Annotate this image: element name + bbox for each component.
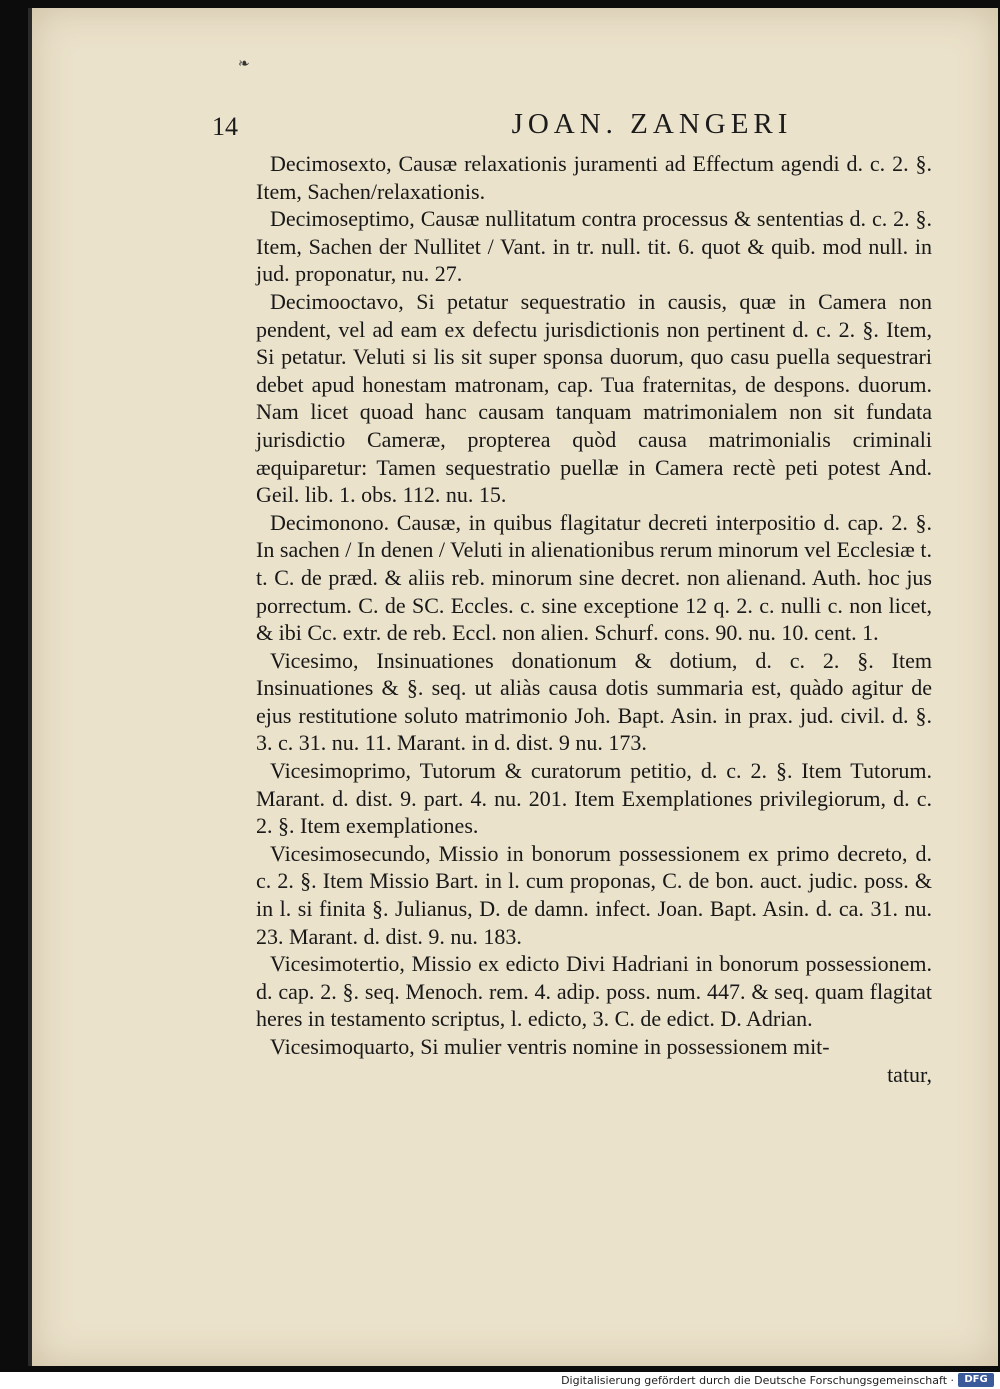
paragraph-decimoseptimo: Decimoseptimo, Causæ nullitatum contra processus & sententias d. c. 2. §. Item, Sachen der Nullitet / Vant. in tr. null. tit. 6. quot & quib. mod null. in jud. proponatur, nu. 27. [256,206,932,287]
paragraph-vicesimotertio: Vicesimotertio, Missio ex edicto Divi Hadriani in bonorum possessionem. d. cap. 2. §. seq. Menoch. rem. 4. adip. poss. num. 447. & seq. quam flagitat heres in testamento scriptus, l. edicto, 3. C. de edict. D. Adrian. [256,951,932,1032]
funding-credit: Digitalisierung gefördert durch die Deutsche Forschungsgemeinschaft · [561,1374,954,1387]
paragraph-decimonono: Decimonono. Causæ, in quibus flagitatur decreti interpositio d. cap. 2. §. In sachen / In denen / Veluti in alienationibus rerum minorum vel Ecclesiæ t. t. C. de præd. & aliis reb. minorum sine decret. non alienand. Auth. hoc jus porrectum. C. de SC. Eccles. c. sine exceptione 12 q. 2. c. nulli c. non licet, & ibi Cc. extr. de reb. Eccl. non alien. Schurf. cons. 90. nu. 10. cent. 1. [256,509,932,646]
catchword: tatur, [887,1061,932,1087]
paragraph-vicesimosecundo: Vicesimosecundo, Missio in bonorum possessionem ex primo decreto, d. c. 2. §. Item Missio Bart. in l. cum proponas, C. de bon. auct. judic. poss. & in l. si finita §. Julianus, D. de damn. infect. Joan. Bapt. Asin. d. ca. 31. nu. 23. Marant. d. dist. 9. nu. 183. [256,840,932,949]
body-text [256,150,932,1088]
paragraph-decimooctavo: Decimooctavo, Si petatur sequestratio in causis, quæ in Camera non pendent, vel ad eam ex defectu jurisdictionis non pertinent d. c. 2. §. Item, Si petatur. Veluti si lis sit super sponsa duorum, quo casu puella sequestrari debet apud honestam matronam, cap. Tua fraternitas, de despons. duorum. Nam licet quoad hanc causam tanquam matrimonialem non sit fundata jurisdictio Cameræ, propterea quòd causa matrimonialis criminali æquiparetur: Tamen sequestratio puellæ in Camera rectè peti potest And. Geil. lib. 1. obs. 112. nu. 15. [256,288,932,508]
page-number: 14 [212,112,238,141]
paragraph-vicesimo: Vicesimo, Insinuationes donationum & dotium, d. c. 2. §. Item Insinuationes & §. seq. ut aliàs causa dotis summaria est, quàdo agitur de ejus restitutione soluto matrimonio Joh. Bapt. Asin. in prax. jud. civil. d. §. 3. c. 31. nu. 11. Marant. in d. dist. 9 nu. 173. [256,647,932,756]
paragraph-vicesimoprimo: Vicesimoprimo, Tutorum & curatorum petitio, d. c. 2. §. Item Tutorum. Marant. d. dist. 9. part. 4. nu. 201. Item Exemplationes privilegiorum, d. c. 2. §. Item exemplationes. [256,758,932,839]
footer-bar [0,1372,1000,1389]
ornament-mark: ❧ [238,57,250,72]
running-title: JOAN. ZANGERI [511,108,793,140]
paragraph-decimosexto: Decimosexto, Causæ relaxationis juramenti ad Effectum agendi d. c. 2. §. Item, Sachen/relaxationis. [256,151,932,204]
dfg-logo-icon: DFG [958,1373,994,1387]
paragraph-vicesimoquarto: Vicesimoquarto, Si mulier ventris nomine in possessionem mit- [270,1034,830,1059]
page-header [212,108,942,148]
